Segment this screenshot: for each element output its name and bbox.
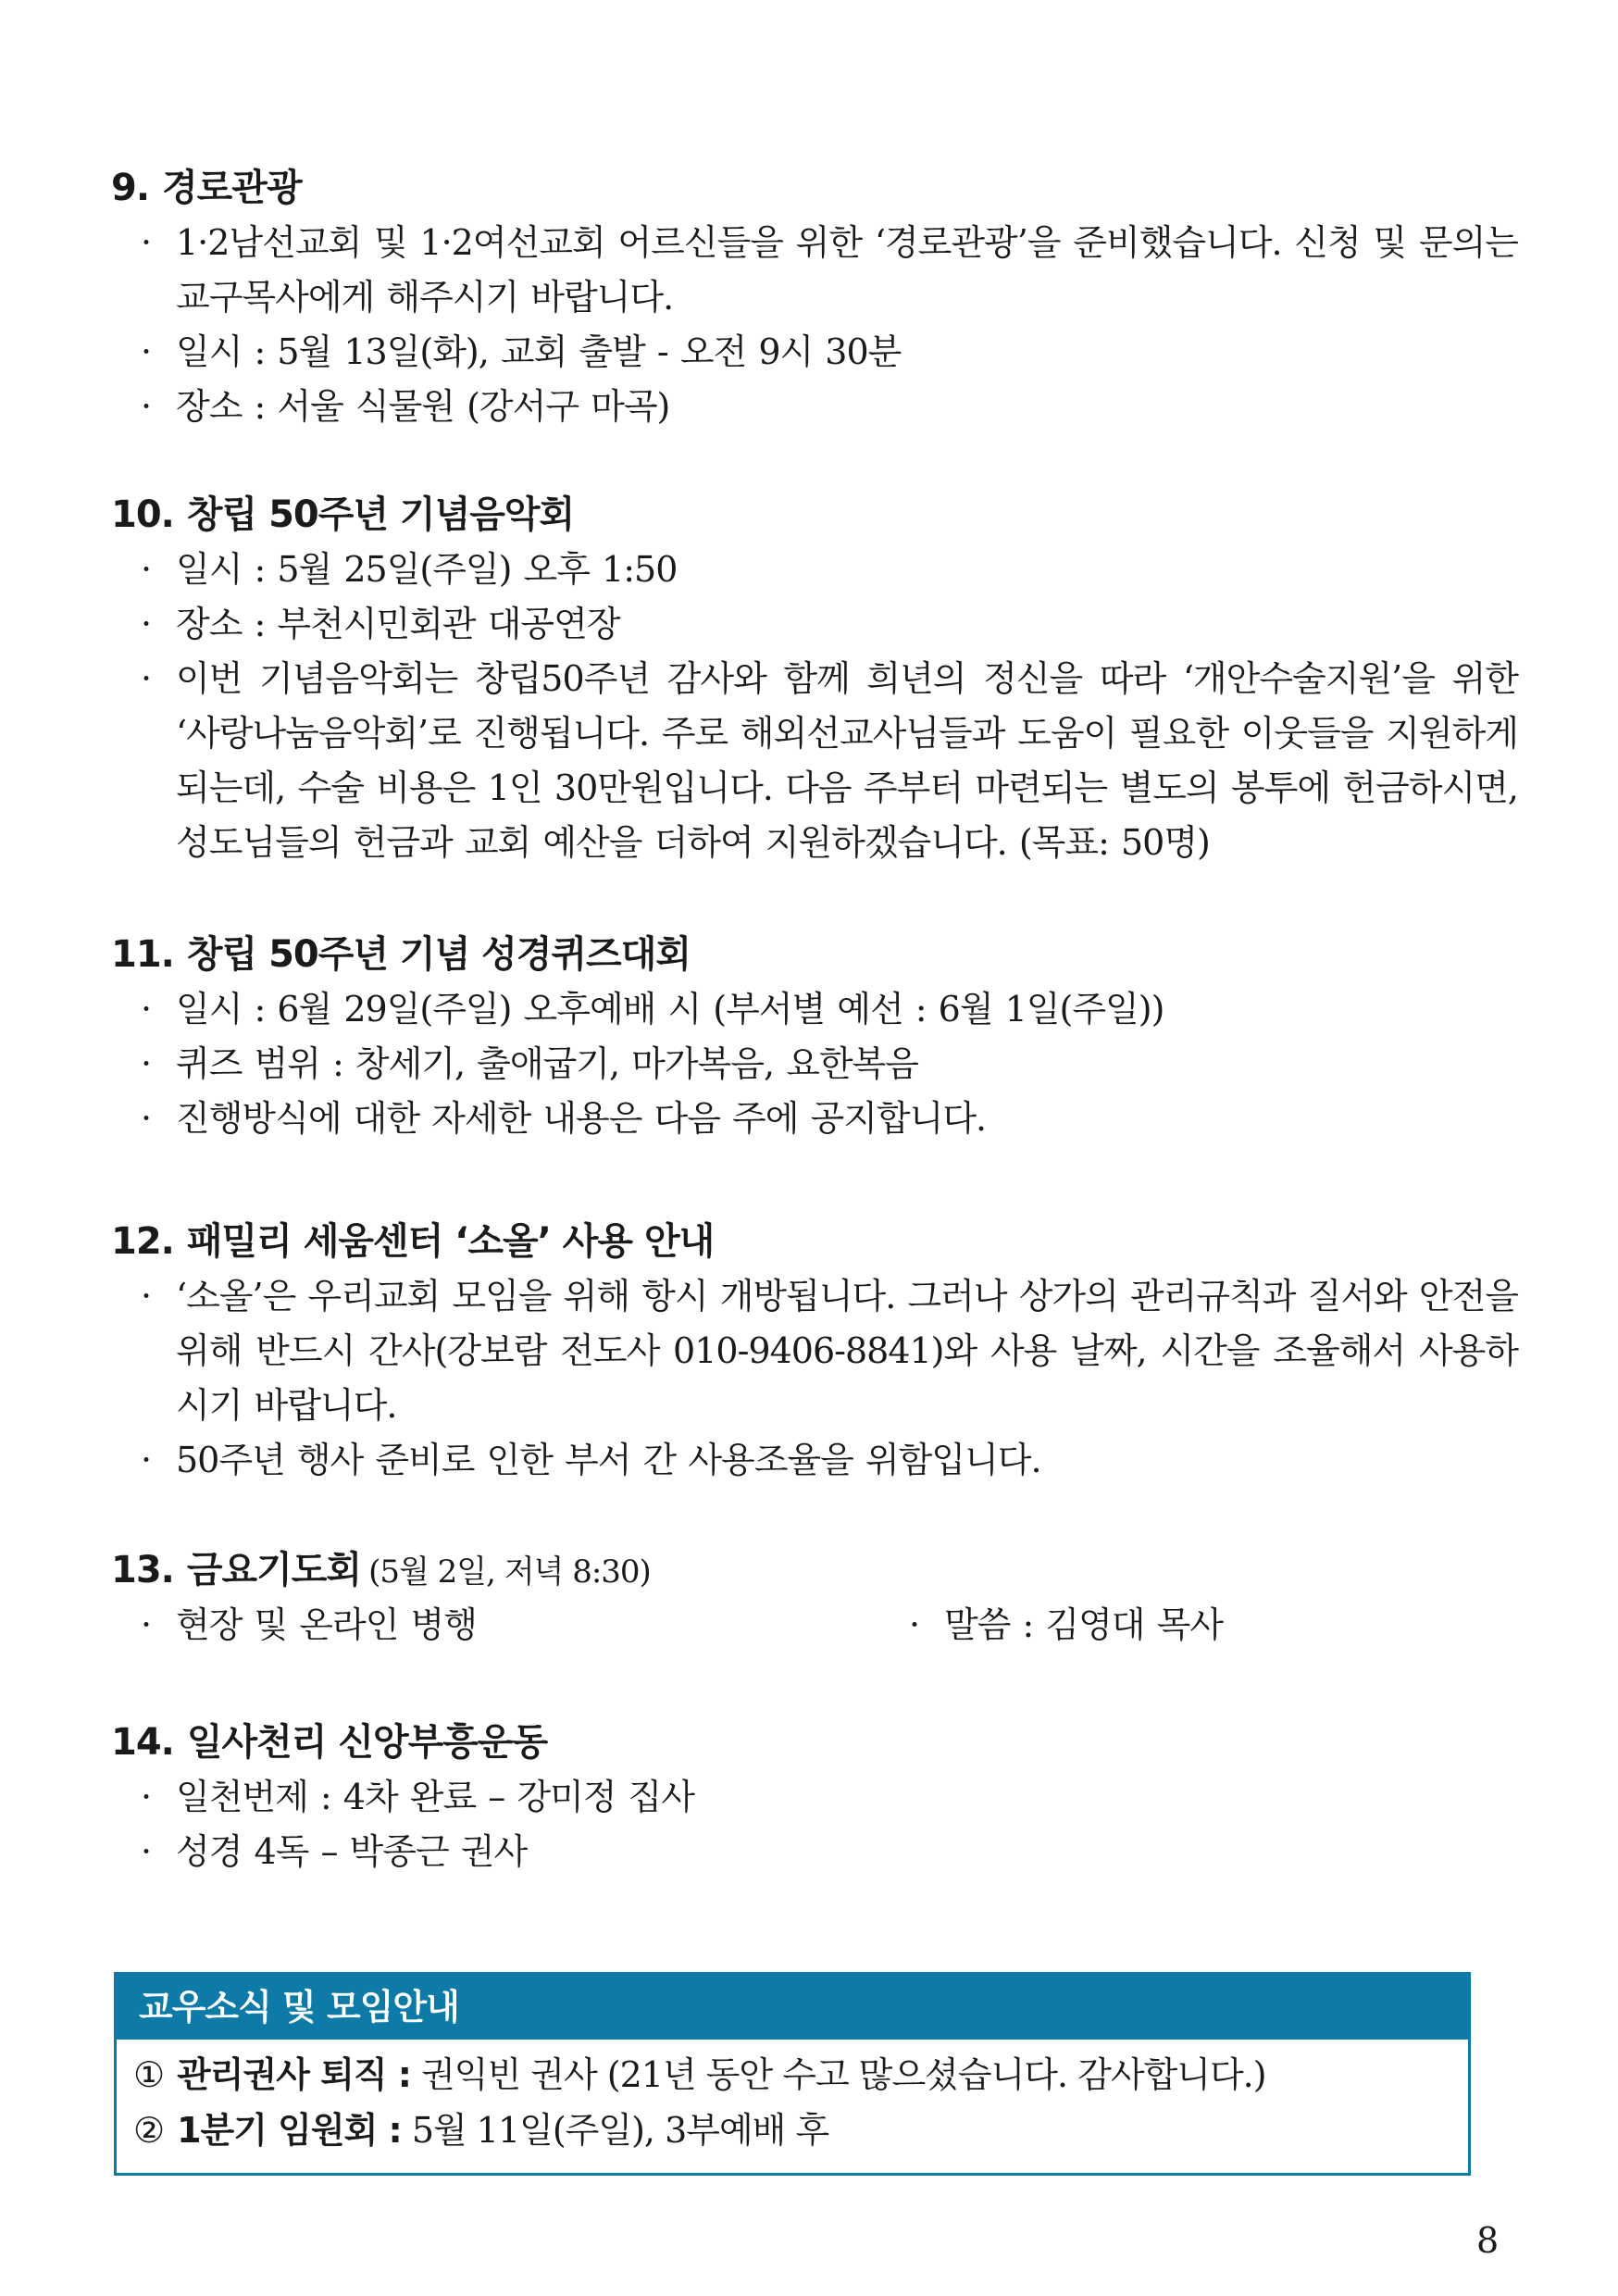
list-item	[879, 1598, 1223, 1653]
notice-box-body	[117, 2040, 1468, 2158]
section-number: 14.	[111, 1721, 174, 1764]
section-heading	[111, 487, 1518, 543]
notice-box-title: 교우소식 및 모임안내	[117, 1975, 1468, 2040]
section-9	[111, 160, 1518, 434]
section-heading	[111, 1715, 1518, 1770]
bullet-icon: ·	[141, 386, 152, 427]
item-text: 말씀 : 김영대 목사	[944, 1604, 1223, 1645]
list-item	[111, 1269, 1518, 1433]
bullet-icon: ·	[141, 1043, 152, 1084]
bullet-icon: ·	[141, 658, 152, 699]
bullet-icon: ·	[141, 989, 152, 1029]
circled-number-two-icon: ②	[133, 2110, 165, 2151]
list-item	[111, 1770, 1518, 1825]
item-text: 성경 4독 – 박종근 권사	[176, 1831, 528, 1872]
notice-item	[133, 2047, 1468, 2103]
section-heading	[111, 160, 1518, 216]
section-title: 창립 50주년 기념 성경퀴즈대회	[186, 933, 691, 976]
section-11	[111, 927, 1518, 1146]
section-heading	[111, 1542, 1518, 1598]
item-text: 1·2남선교회 및 1·2여선교회 어르신들을 위한 ‘경로관광’을 준비했습니다. 신청 및 문의는 교구목사에게 해주시기 바랍니다.	[176, 222, 1518, 318]
bullet-icon: ·	[141, 1440, 152, 1480]
section-number: 9.	[111, 167, 150, 209]
list-item	[111, 982, 1518, 1037]
list-item	[111, 543, 1518, 597]
item-text: 현장 및 온라인 병행	[176, 1604, 477, 1645]
notice-box	[114, 1972, 1471, 2176]
bullet-icon: ·	[141, 604, 152, 644]
notice-item-label: 관리권사 퇴직 :	[177, 2054, 411, 2095]
list-item	[111, 325, 1518, 380]
bullet-icon: ·	[141, 1604, 152, 1645]
item-text: 장소 : 서울 식물원 (강서구 마곡)	[176, 386, 670, 427]
section-13	[111, 1542, 1518, 1653]
list-item	[111, 1433, 1518, 1488]
item-text: 일천번제 : 4차 완료 – 강미정 집사	[176, 1777, 694, 1817]
bullet-icon: ·	[141, 222, 152, 263]
notice-item-text: 권익빈 권사 (21년 동안 수고 많으셨습니다. 감사합니다.)	[421, 2054, 1266, 2095]
notice-item	[133, 2103, 1468, 2158]
bullet-icon: ·	[141, 331, 152, 372]
item-text: 진행방식에 대한 자세한 내용은 다음 주에 공지합니다.	[176, 1098, 987, 1139]
section-10	[111, 487, 1518, 870]
item-text: 일시 : 6월 29일(주일) 오후예배 시 (부서별 예선 : 6월 1일(주일))	[176, 989, 1164, 1029]
section-number: 10.	[111, 493, 174, 536]
item-row	[111, 1598, 1518, 1653]
section-number: 11.	[111, 933, 174, 976]
item-text: 퀴즈 범위 : 창세기, 출애굽기, 마가복음, 요한복음	[176, 1043, 918, 1084]
bullet-icon: ·	[141, 549, 152, 590]
list-item	[111, 1598, 879, 1653]
section-14	[111, 1715, 1518, 1879]
item-text: 이번 기념음악회는 창립50주년 감사와 함께 희년의 정신을 따라 ‘개안수술지원’을 위한 ‘사랑나눔음악회’로 진행됩니다. 주로 해외선교사님들과 도움이 필요한 이웃들을 지원하게 되는데, 수술 비용은 1인 30만원입니다. 다음 주부터 마련되는 별도의 봉투에 헌금하시면, 성도님들의 헌금과 교회 예산을 더하여 지원하겠습니다. (목표: 50명)	[176, 658, 1518, 863]
list-item	[111, 1092, 1518, 1146]
section-heading	[111, 927, 1518, 982]
section-title: 패밀리 세움센터 ‘소올’ 사용 안내	[186, 1220, 715, 1263]
page-number: 8	[1476, 2220, 1500, 2261]
section-heading	[111, 1214, 1518, 1269]
circled-number-one-icon: ①	[133, 2054, 165, 2095]
bullet-icon: ·	[909, 1604, 920, 1645]
section-subtitle: (5월 2일, 저녁 8:30)	[368, 1554, 651, 1591]
item-text: 일시 : 5월 25일(주일) 오후 1:50	[176, 549, 678, 590]
list-item	[111, 380, 1518, 434]
bullet-icon: ·	[141, 1831, 152, 1872]
item-text: ‘소올’은 우리교회 모임을 위해 항시 개방됩니다. 그러나 상가의 관리규칙과 질서와 안전을 위해 반드시 간사(강보람 전도사 010-9406-8841)와 사용 날짜, 시간을 조율해서 사용하시기 바랍니다.	[176, 1276, 1518, 1426]
list-item	[111, 1825, 1518, 1879]
item-text: 장소 : 부천시민회관 대공연장	[176, 604, 620, 644]
section-title: 경로관광	[162, 167, 302, 209]
list-item	[111, 597, 1518, 652]
list-item	[111, 216, 1518, 325]
bullet-icon: ·	[141, 1777, 152, 1817]
section-number: 13.	[111, 1549, 174, 1591]
section-number: 12.	[111, 1220, 174, 1263]
list-item	[111, 1037, 1518, 1092]
item-text: 50주년 행사 준비로 인한 부서 간 사용조율을 위함입니다.	[176, 1440, 1041, 1480]
notice-item-label: 1분기 임원회 :	[177, 2110, 402, 2151]
section-title: 일사천리 신앙부흥운동	[186, 1721, 548, 1764]
notice-item-text: 5월 11일(주일), 3부예배 후	[411, 2110, 829, 2151]
list-item	[111, 652, 1518, 870]
section-title: 금요기도회	[186, 1549, 362, 1591]
section-title: 창립 50주년 기념음악회	[186, 493, 575, 536]
bullet-icon: ·	[141, 1098, 152, 1139]
section-12	[111, 1214, 1518, 1488]
item-text: 일시 : 5월 13일(화), 교회 출발 - 오전 9시 30분	[176, 331, 902, 372]
bullet-icon: ·	[141, 1276, 152, 1316]
